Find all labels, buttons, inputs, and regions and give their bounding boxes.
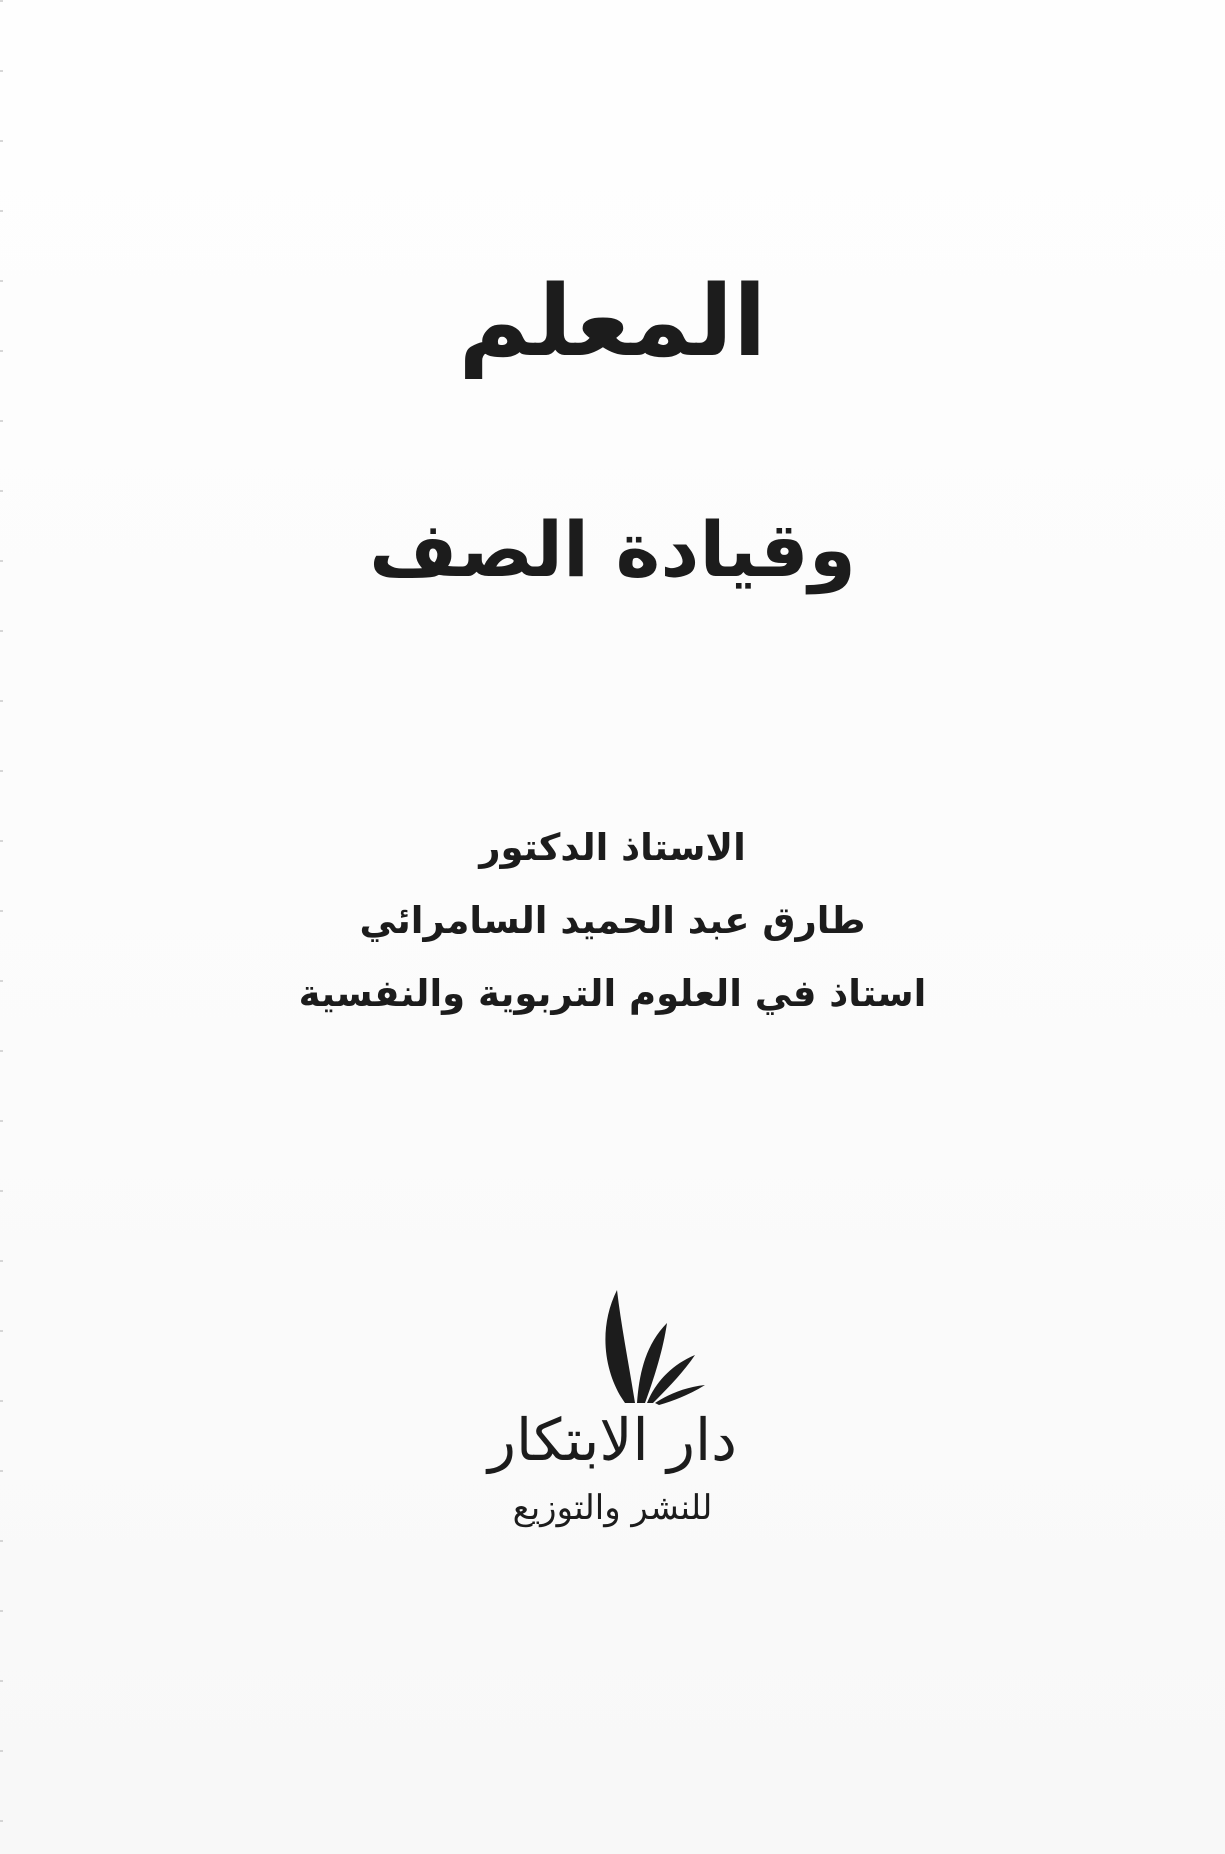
book-subtitle: وقيادة الصف bbox=[369, 505, 856, 594]
author-field: استاذ في العلوم التربوية والنفسية bbox=[298, 972, 927, 1015]
publisher-tagline: للنشر والتوزيع bbox=[512, 1488, 713, 1528]
author-name: طارق عبد الحميد السامرائي bbox=[359, 899, 866, 942]
publisher-name: دار الابتكار bbox=[488, 1406, 737, 1474]
author-rank: الاستاذ الدكتور bbox=[479, 826, 746, 869]
author-block bbox=[0, 825, 1225, 1044]
book-title: المعلم bbox=[458, 265, 767, 379]
leaves-logo-icon bbox=[555, 1285, 725, 1405]
